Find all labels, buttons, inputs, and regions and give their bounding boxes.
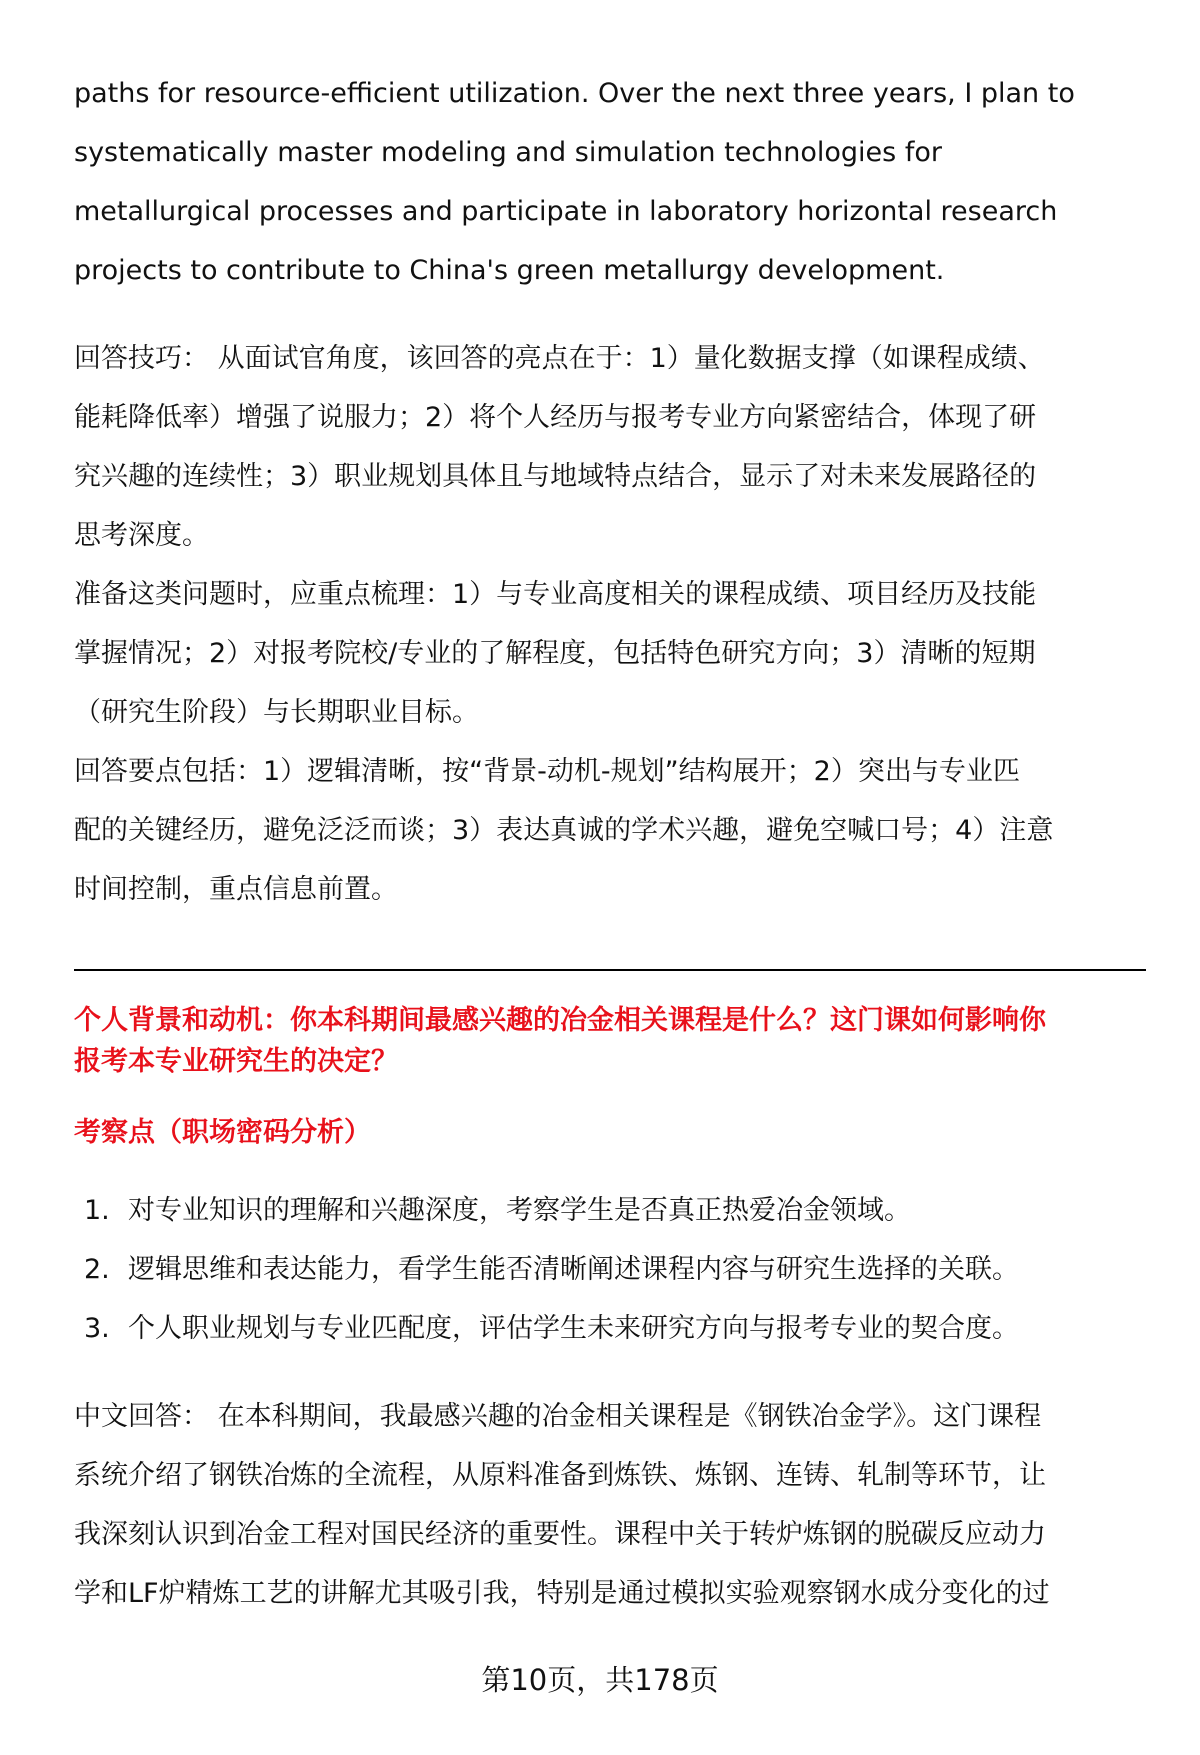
list-number: 1.	[84, 1195, 110, 1226]
text-line: 究兴趣的连续性；3）职业规划具体且与地域特点结合，显示了对未来发展路径的	[74, 461, 1037, 492]
text-line: 准备这类问题时，应重点梳理：1）与专业高度相关的课程成绩、项目经历及技能	[74, 579, 1037, 610]
text-line: projects to contribute to China's green metallurgy development.	[74, 255, 945, 286]
text-line: 时间控制，重点信息前置。	[74, 874, 398, 905]
heading-line: 个人背景和动机：你本科期间最感兴趣的冶金相关课程是什么？这门课如何影响你	[74, 1005, 1046, 1036]
page-number: 第10页，共178页	[481, 1663, 719, 1697]
list-text: 逻辑思维和表达能力，看学生能否清晰阐述课程内容与研究生选择的关联。	[128, 1254, 1019, 1285]
text-line: 我深刻认识到冶金工程对国民经济的重要性。课程中关于转炉炼钢的脱碳反应动力	[74, 1519, 1046, 1550]
english-answer	[74, 64, 1154, 300]
text-line: 掌握情况；2）对报考院校/专业的了解程度，包括特色研究方向；3）清晰的短期	[74, 638, 1036, 669]
text-line: 中文回答： 在本科期间，我最感兴趣的冶金相关课程是《钢铁冶金学》。这门课程	[74, 1401, 1042, 1432]
list-item	[84, 1299, 1019, 1358]
heading-line: 报考本专业研究生的决定？	[74, 1046, 398, 1077]
question-heading	[74, 1000, 1154, 1082]
list-item	[84, 1240, 1019, 1299]
text-line: 系统介绍了钢铁冶炼的全流程，从原料准备到炼铁、炼钢、连铸、轧制等环节，让	[74, 1460, 1046, 1491]
list-item	[84, 1181, 911, 1240]
text-line: 回答要点包括：1）逻辑清晰，按“背景-动机-规划”结构展开；2）突出与专业匹	[74, 756, 1020, 787]
analysis-title: 考察点（职场密码分析）	[74, 1117, 371, 1148]
list-text: 个人职业规划与专业匹配度，评估学生未来研究方向与报考专业的契合度。	[128, 1313, 1019, 1344]
text-line: systematically master modeling and simulation technologies for	[74, 137, 942, 168]
text-line: 思考深度。	[74, 520, 209, 551]
analysis-title-block	[74, 1103, 1154, 1162]
text-line: 学和LF炉精炼工艺的讲解尤其吸引我，特别是通过模拟实验观察钢水成分变化的过	[74, 1578, 1050, 1609]
text-line: 配的关键经历，避免泛泛而谈；3）表达真诚的学术兴趣，避免空喊口号；4）注意	[74, 815, 1054, 846]
text-line: 回答技巧： 从面试官角度，该回答的亮点在于：1）量化数据支撑（如课程成绩、	[74, 343, 1045, 374]
list-text: 对专业知识的理解和兴趣深度，考察学生是否真正热爱冶金领域。	[128, 1195, 911, 1226]
list-number: 3.	[84, 1313, 110, 1344]
text-line: 能耗降低率）增强了说服力；2）将个人经历与报考专业方向紧密结合，体现了研	[74, 402, 1037, 433]
chinese-answer	[74, 1387, 1154, 1623]
text-line: （研究生阶段）与长期职业目标。	[74, 697, 479, 728]
text-line: paths for resource-efficient utilization. Over the next three years, I plan to	[74, 78, 1075, 109]
list-number: 2.	[84, 1254, 110, 1285]
section-divider	[74, 969, 1146, 971]
answer-tips	[74, 329, 1154, 919]
text-line: metallurgical processes and participate in laboratory horizontal research	[74, 196, 1058, 227]
